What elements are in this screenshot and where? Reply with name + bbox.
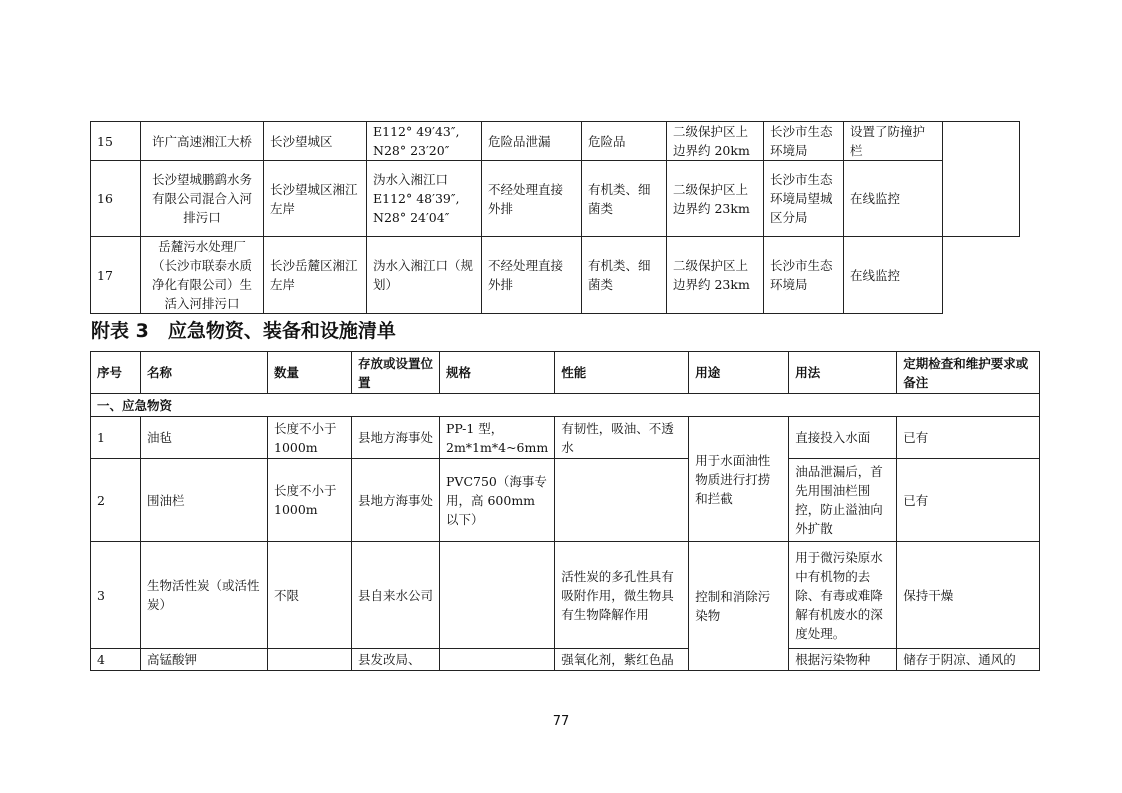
coordinates: 沩水入湘江口（规划） xyxy=(367,237,482,314)
material: 危险品 xyxy=(582,122,667,161)
item-place: 县地方海事处 xyxy=(352,417,440,459)
item-name: 围油栏 xyxy=(141,459,268,542)
empty-cell xyxy=(943,237,1020,314)
header-note: 定期检查和维护要求或备注 xyxy=(897,352,1040,394)
section-title: 附表 3 应急物资、装备和设施清单 xyxy=(91,320,396,342)
material: 有机类、细菌类 xyxy=(582,161,667,237)
item-name: 高锰酸钾 xyxy=(141,649,268,671)
item-perf: 有韧性，吸油、不透水 xyxy=(555,417,689,459)
item-no: 3 xyxy=(91,542,141,649)
item-use: 用于水面油性物质进行打捞和拦截 xyxy=(689,417,789,542)
table-row xyxy=(91,542,1040,649)
blank-cell xyxy=(943,122,1020,237)
row-id: 15 xyxy=(91,122,141,161)
risk-type: 危险品泄漏 xyxy=(482,122,582,161)
material: 有机类、细菌类 xyxy=(582,237,667,314)
item-note: 储存于阴凉、通风的 xyxy=(897,649,1040,671)
row-id: 17 xyxy=(91,237,141,314)
item-no: 2 xyxy=(91,459,141,542)
measure: 设置了防撞护栏 xyxy=(844,122,943,161)
source-name: 岳麓污水处理厂（长沙市联泰水质净化有限公司）生活入河排污口 xyxy=(141,237,264,314)
risk-type: 不经处理直接外排 xyxy=(482,237,582,314)
table-row xyxy=(91,459,1040,542)
source-name: 许广高速湘江大桥 xyxy=(141,122,264,161)
item-no: 4 xyxy=(91,649,141,671)
item-usage: 油品泄漏后，首先用围油栏围控，防止溢油向外扩散 xyxy=(789,459,897,542)
item-no: 1 xyxy=(91,417,141,459)
distance: 二级保护区上边界约 20km xyxy=(667,122,764,161)
department: 长沙市生态环境局 xyxy=(764,122,844,161)
item-use: 控制和消除污染物 xyxy=(689,542,789,671)
distance: 二级保护区上边界约 23km xyxy=(667,237,764,314)
department: 长沙市生态环境局望城区分局 xyxy=(764,161,844,237)
table-row xyxy=(91,161,1020,237)
header-usage: 用法 xyxy=(789,352,897,394)
page-number: 77 xyxy=(552,714,570,729)
item-usage: 直接投入水面 xyxy=(789,417,897,459)
coordinates: 沩水入湘江口 E112° 48′39″, N28° 24′04″ xyxy=(367,161,482,237)
item-note: 已有 xyxy=(897,417,1040,459)
item-qty: 不限 xyxy=(268,542,352,649)
table-row xyxy=(91,417,1040,459)
header-perf: 性能 xyxy=(555,352,689,394)
item-spec: PP-1 型，2m*1m*4~6mm xyxy=(440,417,555,459)
table-row xyxy=(91,122,1020,161)
item-spec: PVC750（海事专用，高 600mm 以下） xyxy=(440,459,555,542)
source-name: 长沙望城鹏鹞水务有限公司混合入河排污口 xyxy=(141,161,264,237)
header-place: 存放或设置位置 xyxy=(352,352,440,394)
measure: 在线监控 xyxy=(844,161,943,237)
risk-type: 不经处理直接外排 xyxy=(482,161,582,237)
table-row xyxy=(91,237,1020,314)
header-use: 用途 xyxy=(689,352,789,394)
department: 长沙市生态环境局 xyxy=(764,237,844,314)
item-place: 县发改局、 xyxy=(352,649,440,671)
location: 长沙望城区 xyxy=(264,122,367,161)
location: 长沙岳麓区湘江左岸 xyxy=(264,237,367,314)
item-perf: 强氧化剂，紫红色晶 xyxy=(555,649,689,671)
item-place: 县地方海事处 xyxy=(352,459,440,542)
emergency-supplies-table xyxy=(90,351,1040,671)
item-note: 保持干燥 xyxy=(897,542,1040,649)
item-spec xyxy=(440,542,555,649)
item-name: 油毡 xyxy=(141,417,268,459)
pollution-source-table xyxy=(90,121,1020,314)
item-perf xyxy=(555,459,689,542)
item-note: 已有 xyxy=(897,459,1040,542)
item-usage: 根据污染物种 xyxy=(789,649,897,671)
distance: 二级保护区上边界约 23km xyxy=(667,161,764,237)
item-spec xyxy=(440,649,555,671)
item-place: 县自来水公司 xyxy=(352,542,440,649)
header-name: 名称 xyxy=(141,352,268,394)
item-qty: 长度不小于 1000m xyxy=(268,417,352,459)
measure: 在线监控 xyxy=(844,237,943,314)
item-perf: 活性炭的多孔性具有吸附作用，微生物具有生物降解作用 xyxy=(555,542,689,649)
item-qty xyxy=(268,649,352,671)
header-spec: 规格 xyxy=(440,352,555,394)
row-id: 16 xyxy=(91,161,141,237)
table-row xyxy=(91,649,1040,671)
item-usage: 用于微污染原水中有机物的去除、有毒或难降解有机废水的深度处理。 xyxy=(789,542,897,649)
table-header xyxy=(91,352,1040,394)
location: 长沙望城区湘江左岸 xyxy=(264,161,367,237)
item-qty: 长度不小于 1000m xyxy=(268,459,352,542)
header-no: 序号 xyxy=(91,352,141,394)
section-row xyxy=(91,394,1040,417)
item-name: 生物活性炭（或活性炭） xyxy=(141,542,268,649)
coordinates: E112° 49′43″, N28° 23′20″ xyxy=(367,122,482,161)
section-label: 一、应急物资 xyxy=(91,394,1040,417)
header-qty: 数量 xyxy=(268,352,352,394)
